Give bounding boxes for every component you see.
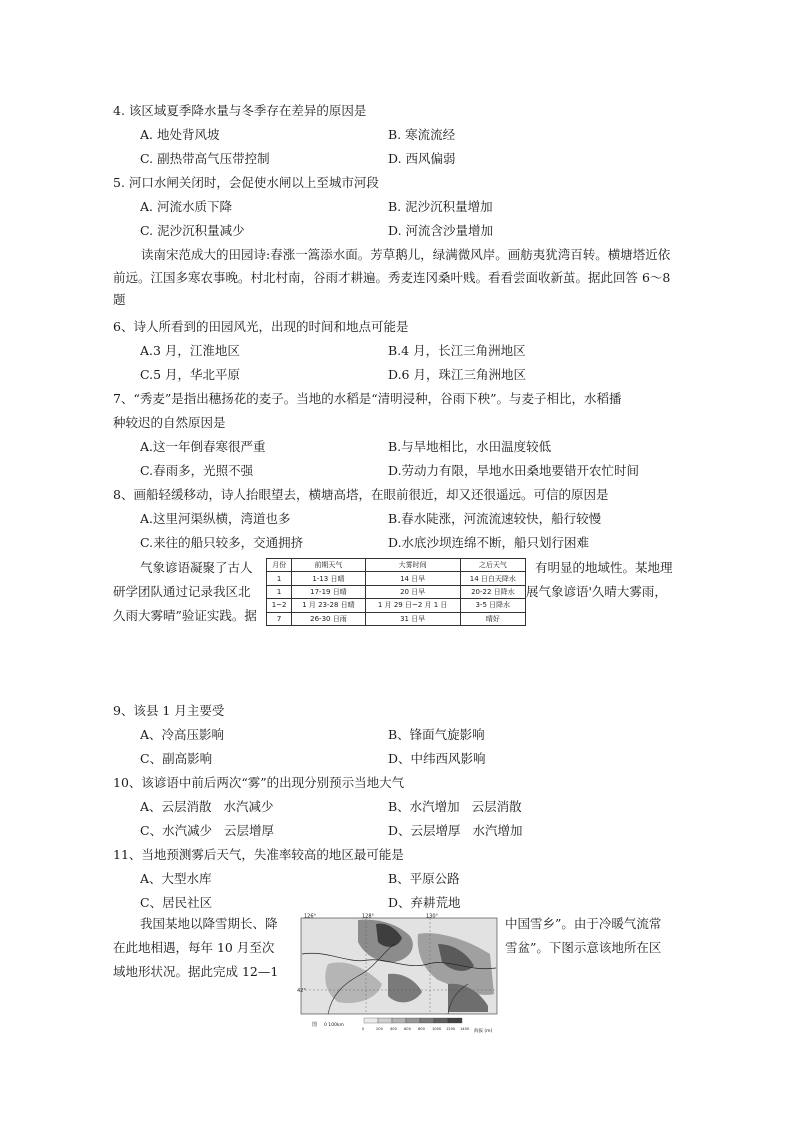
question-4-stem: 4. 该区域夏季降水量与冬季存在差异的原因是 [113, 103, 367, 118]
q11-option-a: A、大型水库 [140, 871, 212, 886]
legend-tick: 1400 [460, 1027, 470, 1031]
table-row [267, 572, 526, 585]
legend-swatch [364, 1018, 378, 1023]
q4-option-c: C. 副热带高气压带控制 [140, 151, 270, 166]
question-5-stem: 5. 河口水闸关闭时，会促使水闸以上至城市河段 [113, 175, 379, 190]
q10-option-d: D、云层增厚 水汽增加 [388, 823, 523, 838]
weather-table-header-cell: 月份 [267, 559, 292, 572]
q5-option-b: B. 泥沙沉积量增加 [388, 199, 493, 214]
table-cell: 1 月 29 日~2 月 1 日 [365, 599, 460, 612]
table-row [267, 599, 526, 612]
question-7-stem-cont: 种较迟的自然原因是 [113, 415, 226, 430]
table-cell: 1 [267, 585, 292, 598]
q4-option-b: B. 寒流流经 [388, 127, 456, 142]
snow-intro-line2a: 在此地相遇，每年 10 月至次 [113, 940, 275, 955]
q9-option-d: D、中纬西风影响 [388, 751, 486, 766]
q10-option-c: C、水汽减少 云层增厚 [140, 823, 274, 838]
weather-table-header-cell: 大雾时间 [365, 559, 460, 572]
q8-option-c: C.来往的船只较多，交通拥挤 [140, 535, 304, 550]
table-cell: 1~2 [267, 599, 292, 612]
q7-option-a: A.这一年倒春寒很严重 [140, 439, 266, 454]
q11-option-b: B、平原公路 [388, 871, 460, 886]
snow-intro-line2b: 雪盆”。下图示意该地所在区 [505, 940, 662, 955]
table-cell: 3-5 日降水 [460, 599, 525, 612]
weather-table-header-cell: 前期天气 [292, 559, 365, 572]
weather-intro-line1a: 气象谚语凝聚了古人 [140, 560, 253, 575]
weather-intro-line2b: 展气象谚语'久晴大雾雨， [526, 584, 667, 599]
weather-intro-line2a: 研学团队通过记录我区北 [113, 584, 251, 599]
longitude-label: 130° [426, 913, 439, 920]
legend-swatch [434, 1018, 448, 1023]
table-cell: 17-19 日晴 [292, 585, 365, 598]
q9-option-b: B、锋面气旋影响 [388, 727, 485, 742]
longitude-label: 128° [362, 913, 375, 920]
table-row [267, 585, 526, 598]
legend-tick: 200 [376, 1027, 383, 1031]
q5-option-c: C. 泥沙沉积量减少 [140, 223, 245, 238]
table-cell: 1 月 23-28 日晴 [292, 599, 365, 612]
weather-intro-line3a: 久雨大雾晴”验证实践。据 [113, 608, 257, 623]
q8-option-b: B.春水陡涨，河流流速较快，船行较慢 [388, 511, 602, 526]
latitude-label: 42° [297, 988, 306, 994]
q11-option-d: D、弃耕荒地 [388, 895, 461, 910]
q8-option-a: A.这里河渠纵横，湾道也多 [140, 511, 291, 526]
legend-swatch [448, 1018, 462, 1023]
question-10-stem: 10、该谚语中前后两次“雾”的出现分别预示当地大气 [113, 775, 405, 790]
table-cell: 1-13 日晴 [292, 572, 365, 585]
q7-option-b: B.与旱地相比，水田温度较低 [388, 439, 552, 454]
legend-tick: 600 [404, 1027, 411, 1031]
question-11-stem: 11、当地预测雾后天气，失准率较高的地区最可能是 [113, 847, 404, 862]
legend-tick: 1000 [432, 1027, 442, 1031]
table-cell: 31 日早 [365, 612, 460, 625]
legend-tick: 1200 [446, 1027, 456, 1031]
question-6-stem: 6、诗人所看到的田园风光，出现的时间和地点可能是 [113, 319, 409, 334]
q5-option-a: A. 河流水质下降 [140, 199, 232, 214]
topographic-map [298, 914, 502, 1034]
q10-option-a: A、云层消散 水汽减少 [140, 799, 274, 814]
table-cell: 晴好 [460, 612, 525, 625]
q10-option-b: B、水汽增加 云层消散 [388, 799, 522, 814]
table-cell: 20-22 日降水 [460, 585, 525, 598]
q11-option-c: C、居民社区 [140, 895, 213, 910]
weather-intro-line1b: 有明显的地域性。某地理 [535, 560, 673, 575]
weather-table-header [267, 559, 526, 572]
q6-option-d: D.6 月，珠江三角洲地区 [388, 367, 526, 382]
q9-option-c: C、副高影响 [140, 751, 213, 766]
q7-option-d: D.劳动力有限，旱地水田桑地要错开农忙时间 [388, 463, 640, 478]
weather-table [266, 558, 526, 626]
q4-option-a: A. 地处背风坡 [140, 127, 220, 142]
question-8-stem: 8、画船轻缓移动，诗人抬眼望去，横塘高塔，在眼前很近，却又还很遥远。可信的原因是 [113, 487, 609, 502]
q7-option-c: C.春雨多，光照不强 [140, 463, 254, 478]
legend-tick: 400 [390, 1027, 397, 1031]
table-cell: 20 日早 [365, 585, 460, 598]
legend-swatch [378, 1018, 392, 1023]
weather-table-header-cell: 之后天气 [460, 559, 525, 572]
q6-option-c: C.5 月，华北平原 [140, 367, 241, 382]
q9-option-a: A、冷高压影响 [140, 727, 225, 742]
q6-option-a: A.3 月，江淮地区 [140, 343, 240, 358]
poem-paragraph: 读南宋范成大的田园诗:春涨一篙添水面。芳草鹅儿，绿满微风岸。画舫夷犹湾百转。横塘塔近依前远。江国多寒农事晚。村北村南，谷雨才耕遍。秀麦连冈桑叶贱。看看尝面收新茧。据此回答 6～8 题 [113, 247, 671, 307]
q6-option-b: B.4 月，长江三角洲地区 [388, 343, 526, 358]
legend-swatch [406, 1018, 420, 1023]
legend-unit: 海拔 (m) [474, 1029, 493, 1034]
question-9-stem: 9、该县 1 月主要受 [113, 703, 225, 718]
table-cell: 14 日白天降水 [460, 572, 525, 585]
legend-tick: 800 [418, 1027, 425, 1031]
snow-intro-line1a: 我国某地以降雪期长、降 [140, 916, 278, 931]
longitude-label: 126° [304, 913, 317, 920]
scale-bar-label: 0 100km [324, 1023, 344, 1028]
legend-swatch [392, 1018, 406, 1023]
question-7-stem: 7、“秀麦”是指出穗扬花的麦子。当地的水稻是“清明浸种，谷雨下秧”。与麦子相比，水稻播 [113, 391, 622, 406]
q4-option-d: D. 西风偏弱 [388, 151, 456, 166]
q8-option-d: D.水底沙坝连绵不断，船只划行困难 [388, 535, 590, 550]
snow-intro-line1b: 中国雪乡”。由于冷暖气流常 [505, 916, 662, 931]
table-row [267, 612, 526, 625]
legend-label: 图 [312, 1022, 318, 1028]
table-cell: 26-30 日雨 [292, 612, 365, 625]
table-cell: 7 [267, 612, 292, 625]
legend-tick: 0 [362, 1027, 365, 1031]
legend-swatch [420, 1018, 434, 1023]
table-cell: 1 [267, 572, 292, 585]
table-cell: 14 日早 [365, 572, 460, 585]
snow-intro-line3a: 域地形状况。据此完成 12—1 [113, 964, 279, 979]
q5-option-d: D. 河流含沙量增加 [388, 223, 494, 238]
